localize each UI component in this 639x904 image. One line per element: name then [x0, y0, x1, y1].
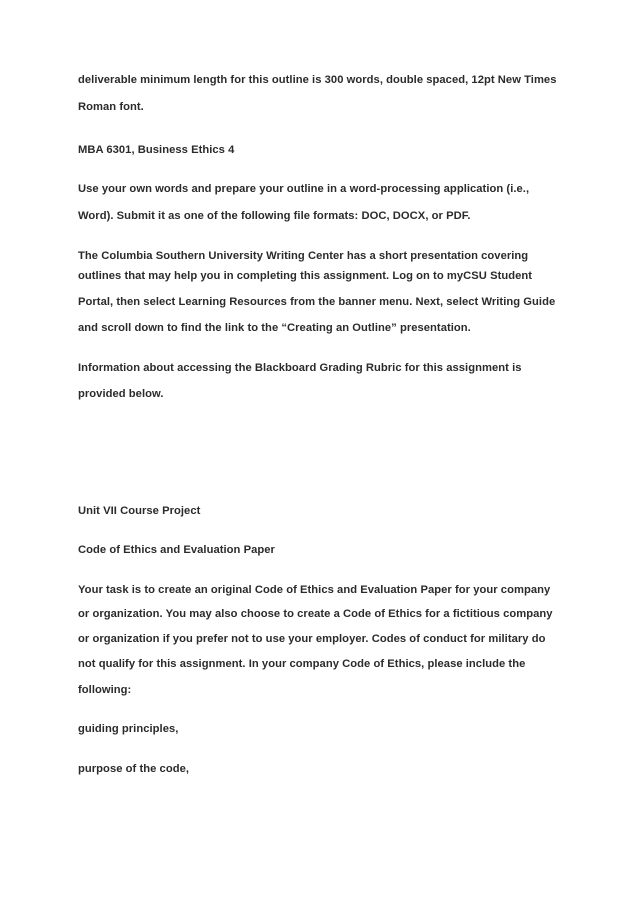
- list-item-guiding-principles: guiding principles,: [78, 723, 179, 735]
- paper-heading: Code of Ethics and Evaluation Paper: [78, 544, 275, 556]
- paragraph-writing-center-line-4: and scroll down to find the link to the “Creating an Outline” presentation.: [78, 322, 471, 334]
- paragraph-writing-center-line-2: outlines that may help you in completing this assignment. Log on to myCSU Student: [78, 270, 533, 282]
- paragraph-rubric-info-line-2: provided below.: [78, 388, 164, 400]
- paragraph-writing-center-line-1: The Columbia Southern University Writing Center has a short presentation covering: [78, 250, 529, 262]
- paragraph-deliverable-line-1: deliverable minimum length for this outline is 300 words, double spaced, 12pt New Times: [78, 74, 557, 86]
- paragraph-task-line-4: not qualify for this assignment. In your company Code of Ethics, please include the: [78, 658, 526, 670]
- course-heading: MBA 6301, Business Ethics 4: [78, 144, 235, 156]
- paragraph-own-words-line-2: Word). Submit it as one of the following file formats: DOC, DOCX, or PDF.: [78, 210, 471, 222]
- paragraph-deliverable-line-2: Roman font.: [78, 101, 144, 113]
- paragraph-writing-center-line-3: Portal, then select Learning Resources from the banner menu. Next, select Writing Guide: [78, 296, 556, 308]
- list-item-purpose-of-code: purpose of the code,: [78, 763, 190, 775]
- paragraph-rubric-info-line-1: Information about accessing the Blackboard Grading Rubric for this assignment is: [78, 362, 522, 374]
- unit-heading: Unit VII Course Project: [78, 505, 201, 517]
- paragraph-task-line-3: or organization if you prefer not to use your employer. Codes of conduct for military do: [78, 633, 546, 645]
- paragraph-task-line-1: Your task is to create an original Code of Ethics and Evaluation Paper for your company: [78, 584, 551, 596]
- paragraph-task-line-2: or organization. You may also choose to create a Code of Ethics for a fictitious company: [78, 608, 553, 620]
- paragraph-own-words-line-1: Use your own words and prepare your outline in a word-processing application (i.e.,: [78, 183, 530, 195]
- paragraph-task-line-5: following:: [78, 684, 132, 696]
